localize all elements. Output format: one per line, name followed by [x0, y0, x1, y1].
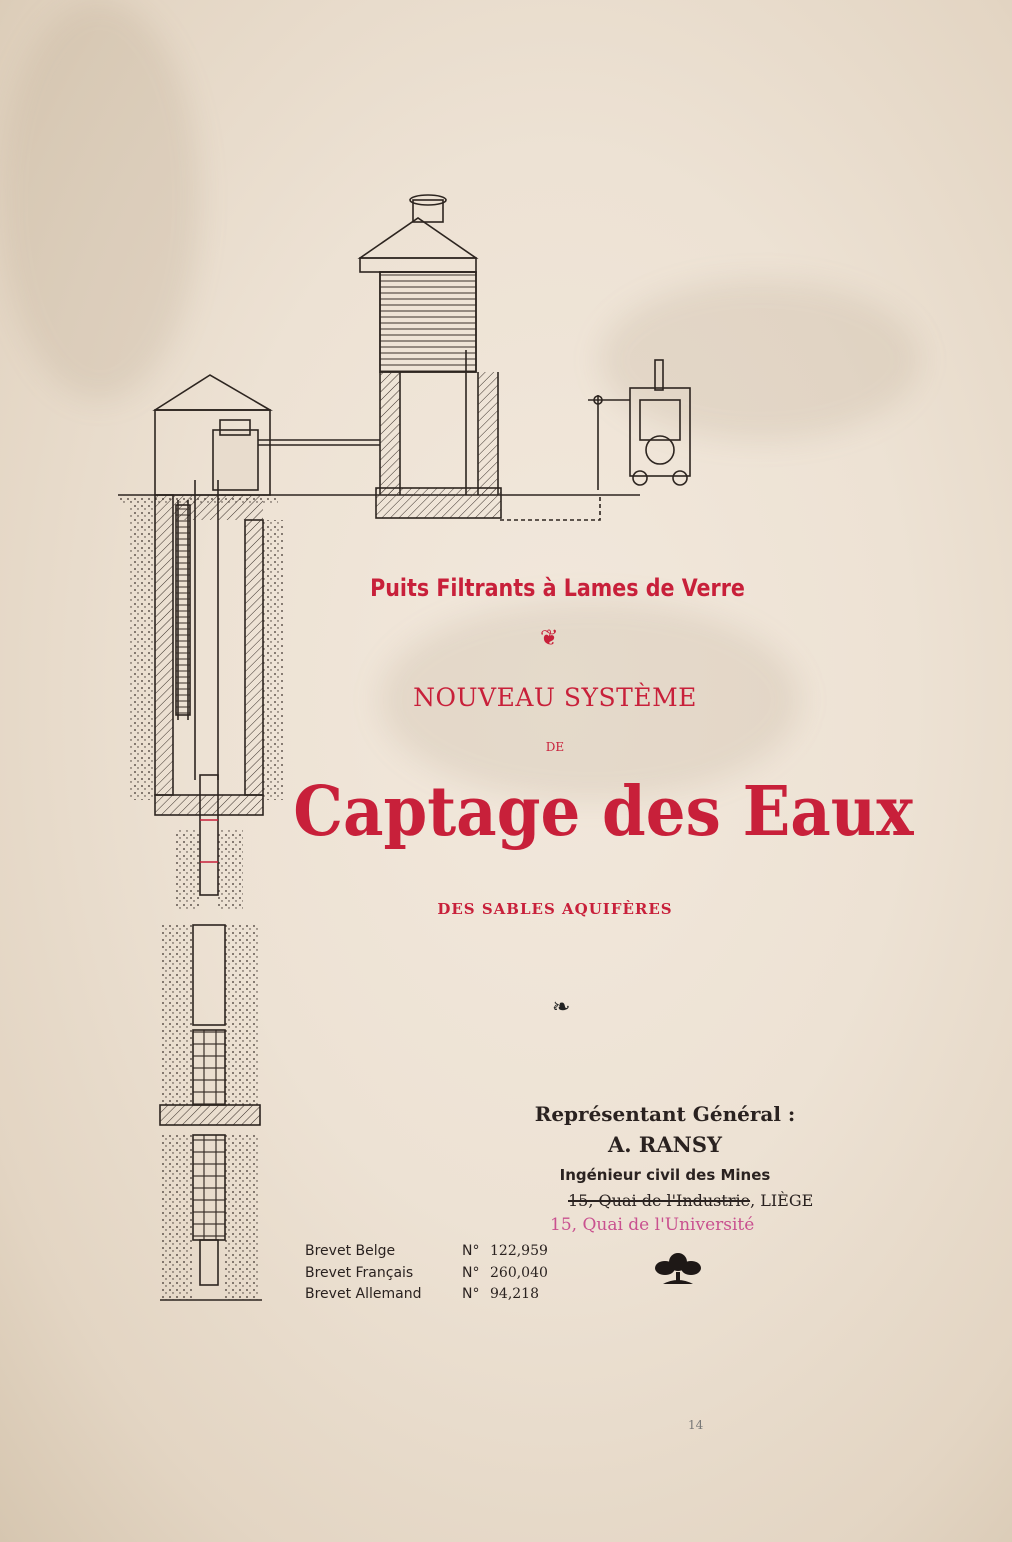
patent-country: Brevet Belge	[305, 1243, 396, 1259]
ornament-top-icon: ❦	[540, 626, 559, 651]
patent-no-label: N°	[462, 1286, 480, 1302]
flower-logo-icon	[653, 1250, 703, 1290]
main-title: Captage des Eaux	[293, 772, 914, 852]
patent-number: 94,218	[490, 1286, 539, 1302]
ornament-bottom-icon: ❧	[552, 995, 571, 1020]
subtitle-top: Puits Filtrants à Lames de Verre	[370, 574, 745, 602]
preposition: DE	[545, 740, 565, 754]
representative-name: A. RANSY	[607, 1132, 722, 1157]
page-mark: 14	[688, 1418, 704, 1432]
struck-address: 15, Quai de l'Industrie	[568, 1191, 751, 1210]
representative-title: Ingénieur civil des Mines	[559, 1166, 771, 1184]
city: , LIÈGE	[750, 1191, 814, 1210]
patent-number: 260,040	[490, 1265, 548, 1281]
patent-number: 122,959	[490, 1243, 548, 1259]
address-stamp: 15, Quai de l'Université	[550, 1215, 755, 1235]
representative-label: Représentant Général :	[534, 1102, 796, 1126]
patent-no-label: N°	[462, 1243, 480, 1259]
patent-country: Brevet Français	[305, 1265, 414, 1281]
subtitle-middle: NOUVEAU SYSTÈME	[413, 683, 697, 712]
patent-no-label: N°	[462, 1265, 480, 1281]
patent-country: Brevet Allemand	[305, 1286, 422, 1302]
representative-address-line	[568, 1191, 813, 1210]
subtitle-bottom: DES SABLES AQUIFÈRES	[437, 900, 673, 918]
